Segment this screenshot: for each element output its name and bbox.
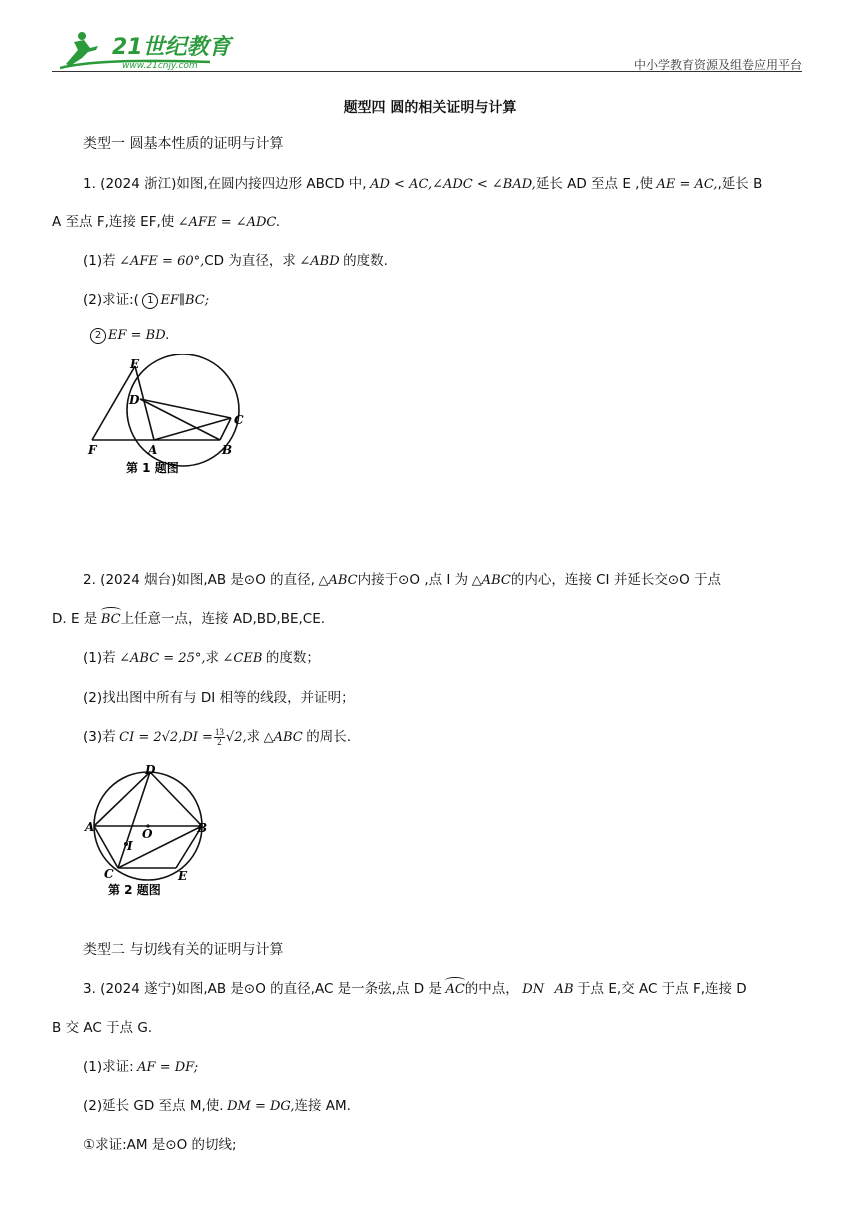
figure-2-label-b: B bbox=[197, 821, 208, 835]
q1-line-1: 1. (2024 浙江)如图,在圆内接四边形 ABCD 中, AD < AC,∠ADC < ∠BAD,延长 AD 至点 E ,使 AE = AC,,延长 B bbox=[83, 176, 763, 192]
figure-2-label-o: O bbox=[142, 827, 153, 841]
page-title: 题型四 圆的相关证明与计算 bbox=[343, 100, 517, 116]
q3-line-2: B 交 AC 于点 G. bbox=[52, 1020, 153, 1036]
header-divider bbox=[52, 71, 802, 72]
figure-2-caption: 第 2 题图 bbox=[108, 883, 161, 897]
figure-1 bbox=[84, 354, 264, 480]
arc-ac: AC bbox=[445, 980, 464, 1000]
figure-1-caption: 第 1 题图 bbox=[126, 461, 179, 475]
section-1-title: 类型一 圆基本性质的证明与计算 bbox=[83, 136, 284, 152]
figure-2 bbox=[84, 762, 220, 900]
page-header bbox=[52, 28, 802, 72]
figure-2-label-c: C bbox=[104, 867, 114, 881]
figure-1-label-c: C bbox=[234, 413, 244, 427]
q1-part-2: (2)求证:( 1 EF∥BC; bbox=[83, 292, 210, 308]
arc-bc: BC bbox=[101, 610, 121, 630]
q3-part-2: (2)延长 GD 至点 M,使. DM = DG,连接 AM. bbox=[83, 1098, 351, 1114]
figure-1-label-f: F bbox=[88, 443, 97, 457]
circled-number: 1 bbox=[142, 293, 158, 309]
q2-part-2: (2)找出图中所有与 DI 相等的线段，并证明； bbox=[83, 690, 355, 706]
circled-number: 2 bbox=[90, 328, 106, 344]
figure-1-label-e: E bbox=[130, 357, 140, 371]
figure-2-label-a: A bbox=[85, 820, 95, 834]
logo-url: www.21cnjy.com bbox=[122, 61, 198, 71]
q1-line-2: A 至点 F,连接 EF,使 ∠AFE = ∠ADC. bbox=[52, 214, 281, 230]
q1-part-1: (1)若 ∠AFE = 60°,CD 为直径，求 ∠ABD 的度数. bbox=[83, 253, 388, 269]
logo-text: 21世纪教育 bbox=[112, 35, 231, 60]
q3-part-2-1: ①求证:AM 是⊙O 的切线; bbox=[83, 1137, 237, 1153]
header-platform-text: 中小学教育资源及组卷应用平台 bbox=[633, 58, 802, 72]
q2-line-2: D. E 是 BC上任意一点，连接 AD,BD,BE,CE. bbox=[52, 609, 325, 630]
section-2-title: 类型二 与切线有关的证明与计算 bbox=[83, 942, 284, 958]
logo-icon bbox=[60, 28, 250, 72]
figure-1-label-d: D bbox=[129, 393, 140, 407]
q3-part-1: (1)求证: AF = DF; bbox=[83, 1059, 199, 1075]
figure-1-label-a: A bbox=[148, 443, 158, 457]
q1-part-2-2: 2 EF = BD. bbox=[90, 326, 169, 346]
q2-line-1: 2. (2024 烟台)如图,AB 是⊙O 的直径, △ABC内接于⊙O ,点 I 为 △ABC的内心，连接 CI 并延长交⊙O 于点 bbox=[83, 572, 722, 588]
fraction: $\frac{13}{2}$ bbox=[214, 727, 224, 748]
q2-part-3: (3)若 CI = 2√2,DI = $\frac{13}{2}$ √2,求 △ABC 的周长. bbox=[83, 727, 352, 748]
figure-1-label-b: B bbox=[222, 443, 233, 457]
figure-2-label-d: D bbox=[145, 763, 156, 777]
q2-part-1: (1)若 ∠ABC = 25°,求 ∠CEB 的度数； bbox=[83, 650, 320, 666]
figure-2-label-e: E bbox=[178, 869, 188, 883]
figure-2-label-i: I bbox=[127, 839, 133, 853]
q3-line-1: 3. (2024 遂宁)如图,AB 是⊙O 的直径,AC 是一条弦,点 D 是 AC的中点， DN AB 于点 E,交 AC 于点 F,连接 D bbox=[83, 979, 747, 1000]
